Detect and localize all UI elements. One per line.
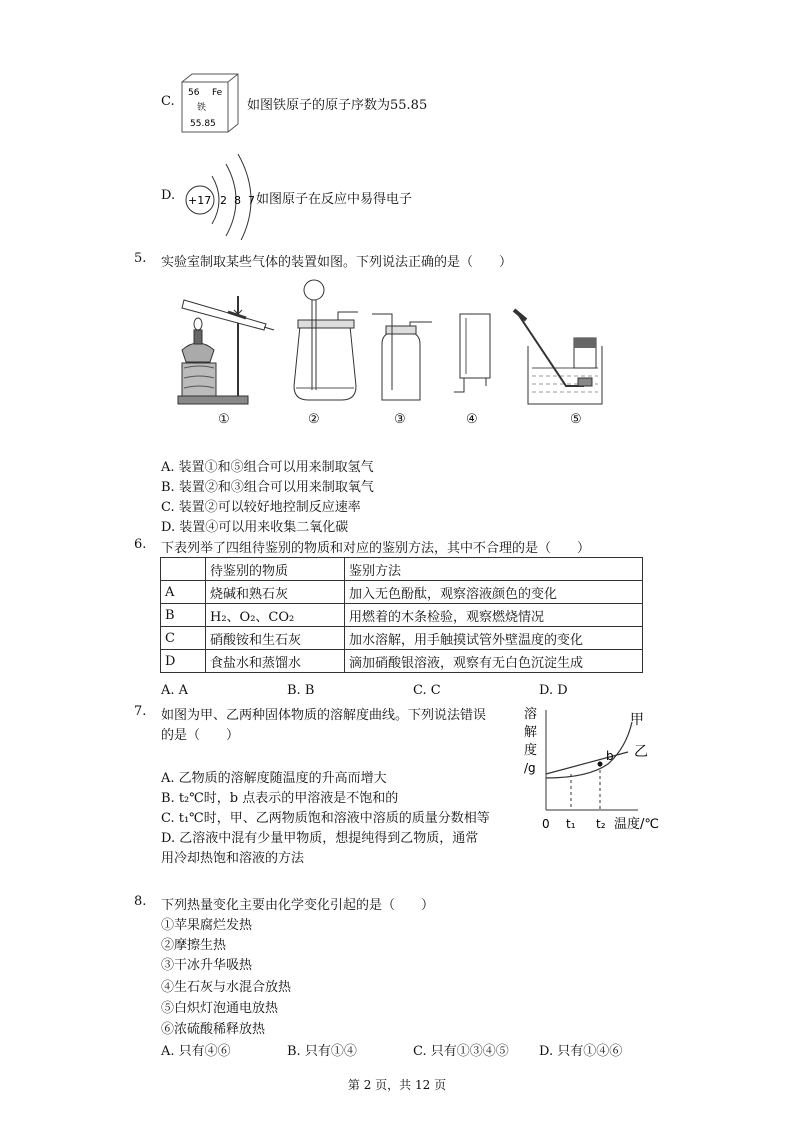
table-row (161, 627, 643, 650)
apparatus-label-3: ③ (394, 412, 406, 427)
table-cell: H₂、O₂、CO₂ (206, 604, 345, 627)
q6-option-a: A. A (161, 683, 189, 698)
curve-jia-label: 甲 (630, 712, 644, 728)
apparatus-4 (454, 314, 490, 392)
q5-stem: 实验室制取某些气体的装置如图。下列说法正确的是（ ） (161, 255, 513, 270)
atom-structure-diagram (182, 150, 262, 240)
q8-item: ⑤白炽灯泡通电放热 (161, 1001, 279, 1016)
apparatus-label-4: ④ (466, 412, 478, 427)
table-header-cell: 鉴别方法 (345, 558, 643, 581)
q5-option-b: B. 装置②和③组合可以用来制取氧气 (161, 480, 374, 495)
shell-3-electrons: 7 (248, 194, 255, 207)
q8-option-d: D. 只有①④⑥ (539, 1044, 623, 1059)
table-cell: 烧碱和熟石灰 (206, 581, 345, 604)
q7-number: 7. (134, 704, 147, 719)
table-cell: 加入无色酚酞，观察溶液颜色的变化 (345, 581, 643, 604)
table-header-cell (161, 558, 206, 581)
q7-option-c: C. t₁℃时，甲、乙两物质饱和溶液中溶质的质量分数相等 (161, 811, 490, 826)
q8-item: ③干冰升华吸热 (161, 958, 253, 973)
shell-1-electrons: 2 (220, 194, 227, 207)
q4-d-label: D. (161, 188, 176, 203)
q6-option-c: C. C (413, 683, 441, 698)
q6-option-d: D. D (539, 683, 568, 698)
apparatus-label-2: ② (308, 412, 320, 427)
q4-d-text: 如图原子在反应中易得电子 (256, 192, 413, 207)
y-axis-label-3: 度 (524, 743, 538, 758)
q7-option-d-cont: 用冷却热饱和溶液的方法 (161, 851, 305, 866)
table-cell: D (161, 650, 206, 673)
y-axis-label-4: /g (524, 761, 536, 775)
q8-number: 8. (134, 894, 147, 909)
card-symbol: Fe (212, 88, 223, 98)
curve-yi (546, 752, 628, 774)
apparatus-2 (294, 280, 358, 400)
table-header-cell: 待鉴别的物质 (206, 558, 345, 581)
apparatus-label-1: ① (218, 412, 230, 427)
x-tick-t2: t₂ (596, 817, 606, 831)
q6-stem: 下表列举了四组待鉴别的物质和对应的鉴别方法，其中不合理的是（ ） (161, 541, 591, 556)
y-axis-label-1: 溶 (524, 707, 538, 722)
table-cell: 硝酸铵和生石灰 (206, 627, 345, 650)
q6-number: 6. (134, 537, 147, 552)
point-b (598, 762, 603, 767)
point-b-label: b (606, 749, 614, 763)
q8-item: ②摩擦生热 (161, 938, 227, 953)
apparatus-label-5: ⑤ (570, 412, 582, 427)
y-axis-label-2: 解 (524, 725, 538, 740)
q8-stem: 下列热量变化主要由化学变化引起的是（ ） (161, 898, 435, 913)
q5-number: 5. (134, 251, 147, 266)
table-cell: B (161, 604, 206, 627)
table-cell: 用燃着的木条检验，观察燃烧情况 (345, 604, 643, 627)
iron-element-card (180, 72, 240, 134)
x-tick-t1: t₁ (566, 817, 576, 831)
table-header-row (161, 558, 643, 581)
q6-option-b: B. B (287, 683, 315, 698)
q8-item: ⑥浓硫酸稀释放热 (161, 1022, 266, 1037)
apparatus-3 (372, 314, 432, 400)
nucleus-charge: +17 (188, 194, 212, 207)
card-atomic-number: 56 (188, 88, 200, 98)
table-cell: C (161, 627, 206, 650)
page-footer: 第 2 页，共 12 页 (347, 1078, 447, 1092)
q5-option-c: C. 装置②可以较好地控制反应速率 (161, 500, 361, 515)
table-cell: 食盐水和蒸馏水 (206, 650, 345, 673)
curve-yi-label: 乙 (634, 744, 648, 760)
curve-jia (546, 722, 632, 778)
card-mass: 55.85 (190, 119, 216, 129)
q7-option-b: B. t₂℃时，b 点表示的甲溶液是不饱和的 (161, 791, 399, 806)
x-axis-label: 温度/℃ (614, 817, 659, 832)
apparatus-1 (178, 296, 274, 404)
table-row (161, 604, 643, 627)
q8-item: ①苹果腐烂发热 (161, 918, 253, 933)
q8-option-a: A. 只有④⑥ (161, 1044, 231, 1059)
q8-option-b: B. 只有①④ (287, 1044, 357, 1059)
x-tick-0: 0 (542, 817, 550, 831)
q5-option-d: D. 装置④可以用来收集二氧化碳 (161, 520, 349, 535)
shell-2-electrons: 8 (234, 194, 241, 207)
q7-stem-line1: 如图为甲、乙两种固体物质的溶解度曲线。下列说法错误 (161, 708, 487, 723)
gas-apparatus-figure (170, 278, 610, 430)
table-row (161, 581, 643, 604)
q4-c-text: 如图铁原子的原子序数为55.85 (247, 98, 428, 113)
q7-stem-line2: 的是（ ） (161, 728, 240, 743)
q8-option-c: C. 只有①③④⑤ (413, 1044, 509, 1059)
apparatus-5 (514, 310, 602, 404)
q7-option-d: D. 乙溶液中混有少量甲物质，想提纯得到乙物质，通常 (161, 831, 479, 846)
table-cell: 滴加硝酸银溶液，观察有无白色沉淀生成 (345, 650, 643, 673)
solubility-curve-chart (518, 702, 668, 840)
table-cell: 加水溶解，用手触摸试管外壁温度的变化 (345, 627, 643, 650)
q6-table (160, 557, 643, 673)
q4-c-label: C. (161, 94, 175, 109)
table-cell: A (161, 581, 206, 604)
q5-option-a: A. 装置①和⑤组合可以用来制取氢气 (161, 460, 374, 475)
q7-option-a: A. 乙物质的溶解度随温度的升高而增大 (161, 771, 387, 786)
card-name: 铁 (197, 103, 207, 113)
q8-item: ④生石灰与水混合放热 (161, 980, 292, 995)
table-row (161, 650, 643, 673)
